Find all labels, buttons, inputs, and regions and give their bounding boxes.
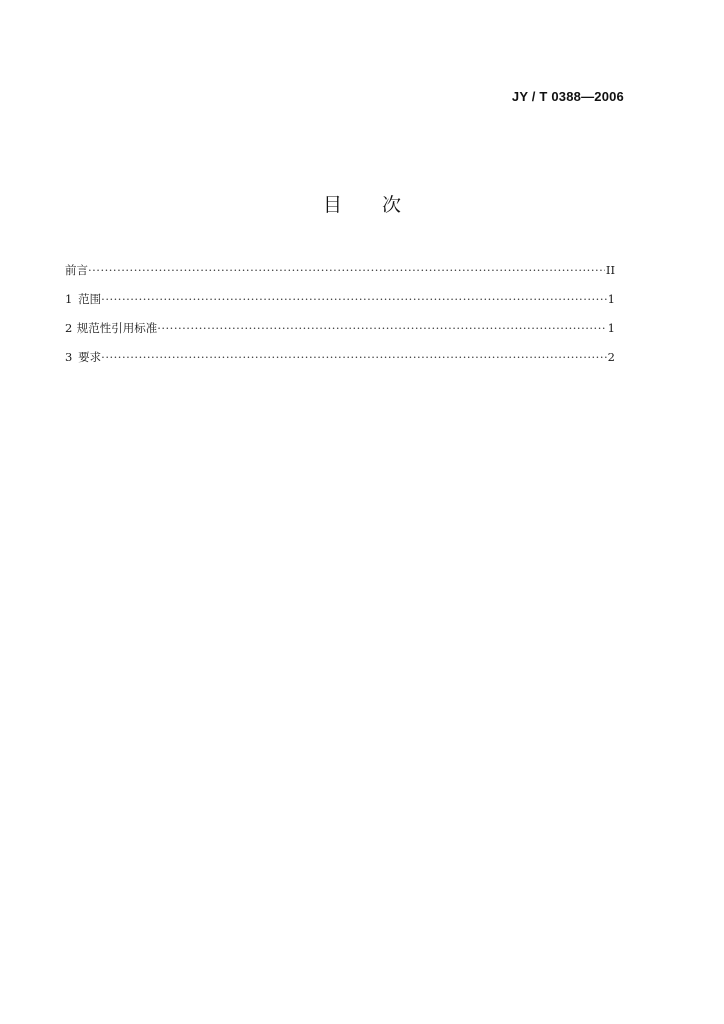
toc-entry-label: 要求 — [78, 350, 102, 364]
toc-entry-scope[interactable] — [65, 291, 615, 320]
toc-leader-dots — [101, 350, 607, 364]
standard-code: JY / T 0388—2006 — [511, 89, 624, 104]
toc-entry-page: 1 — [607, 292, 615, 306]
toc-title — [0, 190, 724, 217]
toc-leader-dots — [101, 292, 607, 306]
toc-entry-label: 规范性引用标准 — [76, 321, 158, 335]
toc-leader-dots — [157, 321, 606, 335]
toc-entry-normative-references[interactable] — [65, 320, 615, 349]
toc-entry-number: 3 — [65, 350, 73, 364]
toc-entry-foreword[interactable] — [65, 262, 615, 291]
toc-entry-number: 1 — [65, 292, 73, 306]
toc-entry-page: II — [605, 263, 615, 277]
toc-leader-dots — [88, 263, 605, 277]
toc-title-char-1: 目 — [322, 194, 342, 216]
table-of-contents — [65, 262, 615, 378]
toc-entry-label: 范围 — [78, 292, 102, 306]
toc-entry-page: 1 — [607, 321, 615, 335]
toc-title-char-2: 次 — [382, 194, 402, 216]
toc-entry-page: 2 — [607, 350, 615, 364]
toc-entry-number: 2 — [65, 321, 73, 335]
toc-entry-requirements[interactable] — [65, 349, 615, 378]
toc-entry-label: 前言 — [65, 263, 88, 277]
